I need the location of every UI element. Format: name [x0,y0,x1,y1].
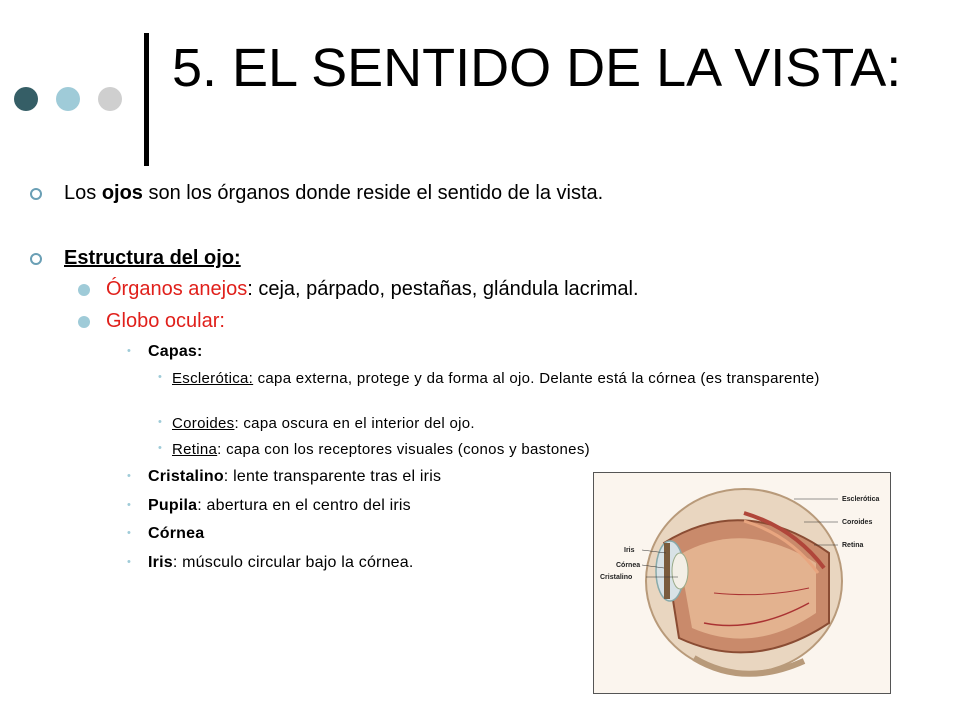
label-iris: Iris [624,547,635,554]
bullet-retina: Retina: capa con los receptores visuales (conos y bastones) [172,441,590,458]
label-coroides: Coroides [842,519,873,526]
bullet-marker: • [127,345,131,357]
bullet-coroides: Coroides: capa oscura en el interior del ojo. [172,415,475,432]
label-cornea: Córnea [616,562,641,569]
bullet-capas: Capas: [148,343,203,360]
bullet-organos-anejos: Órganos anejos: ceja, párpado, pestañas, glándula lacrimal. [106,278,639,300]
dot-teal [56,87,80,111]
title-divider [144,33,149,166]
bullet-ojos: Los ojos son los órganos donde reside el sentido de la vista. [64,182,604,204]
bullet-marker: • [158,416,162,428]
bullet-marker [78,316,90,328]
bullet-marker: • [127,556,131,568]
eye-diagram [594,473,890,693]
bullet-pupila: Pupila: abertura en el centro del iris [148,497,411,514]
bullet-estructura: Estructura del ojo: [64,247,241,269]
bullet-marker: • [127,527,131,539]
keyword-ojos: ojos [101,182,143,204]
bullet-iris: Iris: músculo circular bajo la córnea. [148,554,414,571]
slide-title: 5. EL SENTIDO DE LA VISTA: [172,38,902,98]
bullet-marker: • [127,499,131,511]
bullet-cristalino: Cristalino: lente transparente tras el iris [148,468,442,485]
label-cristalino: Cristalino [600,574,633,581]
bullet-marker [30,253,42,265]
bullet-marker: • [158,371,162,383]
bullet-marker [78,284,90,296]
bullet-marker [30,188,42,200]
bullet-esclerotica: Esclerótica: capa externa, protege y da forma al ojo. Delante está la córnea (es transparente) [172,370,820,387]
label-esclerotica: Esclerótica [842,496,880,503]
bullet-marker: • [158,442,162,454]
dot-grey [98,87,122,111]
dot-dark [14,87,38,111]
bullet-marker: • [127,470,131,482]
label-retina: Retina [842,542,864,549]
bullet-globo-ocular: Globo ocular: [106,310,225,332]
bullet-cornea: Córnea [148,525,205,542]
eye-anatomy-image [593,472,891,694]
